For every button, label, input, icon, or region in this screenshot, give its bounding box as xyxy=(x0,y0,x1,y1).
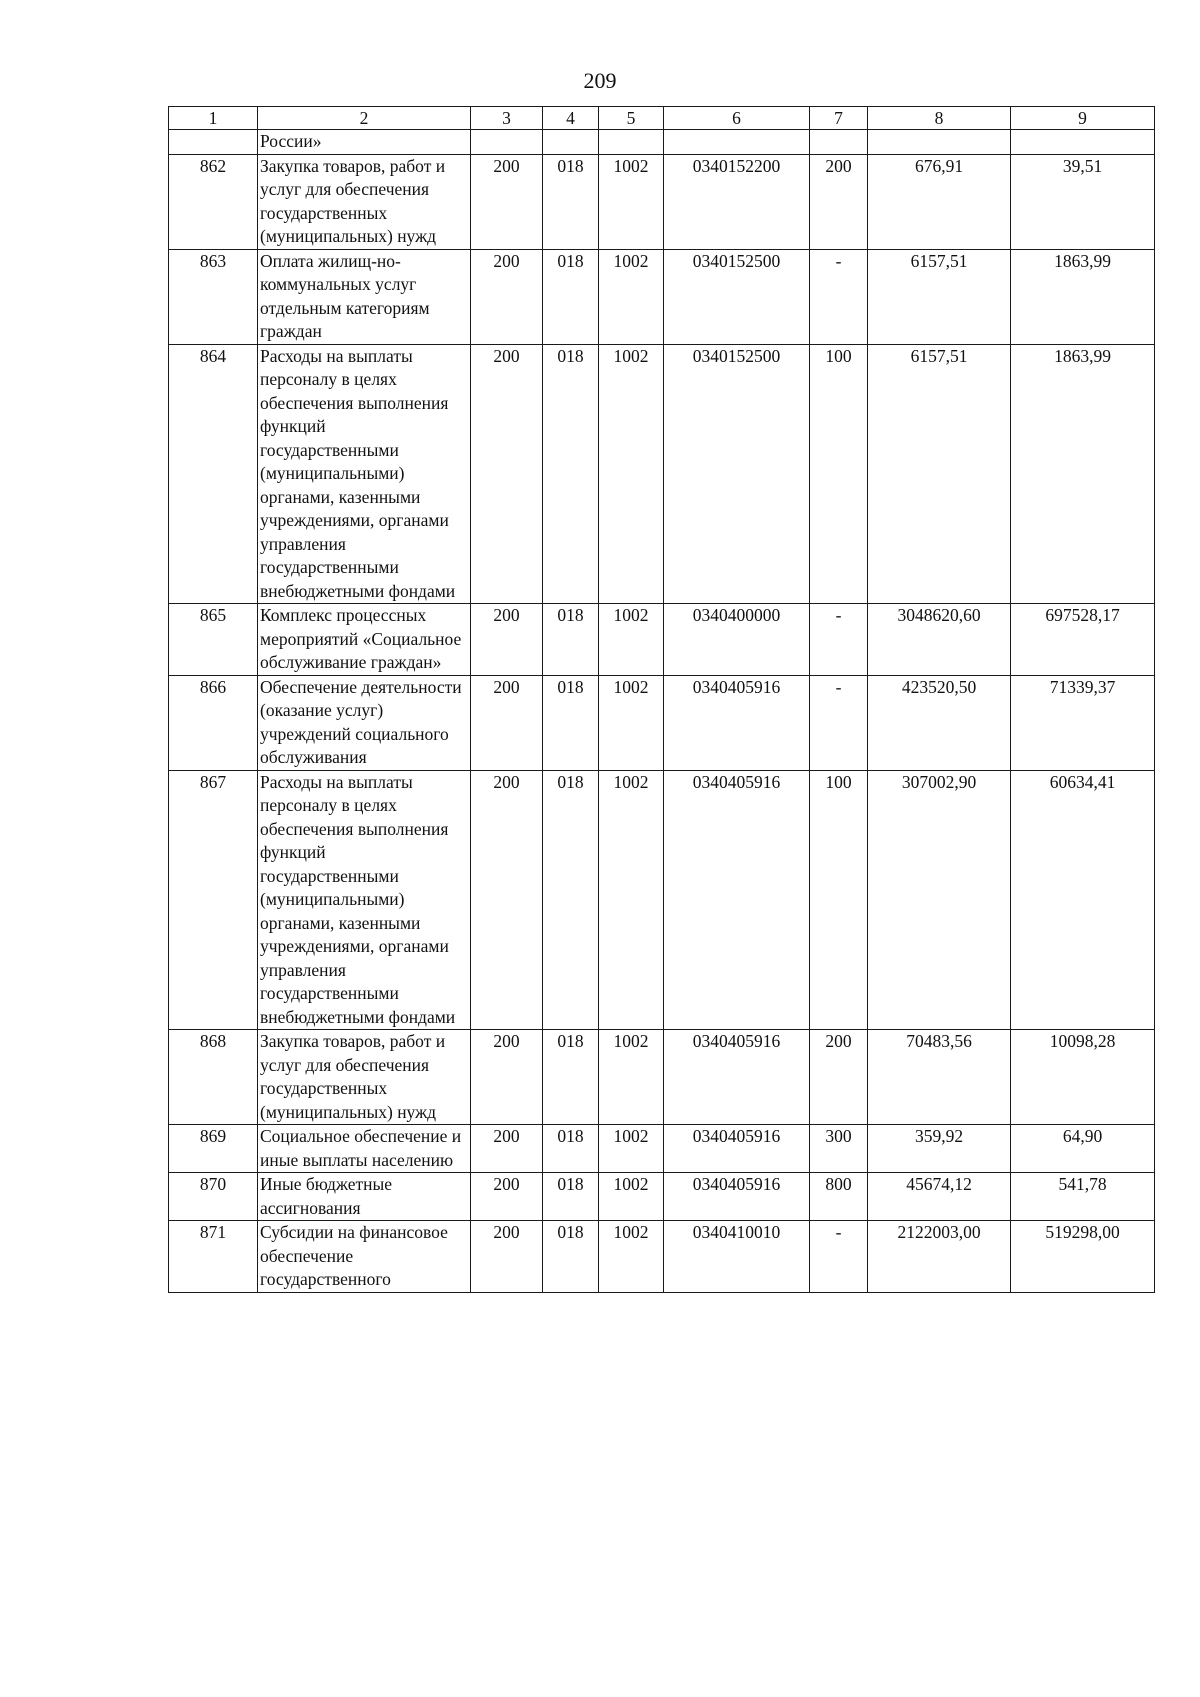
cell-col-7: 100 xyxy=(810,770,868,1030)
row-number: 870 xyxy=(169,1173,258,1221)
table-row xyxy=(169,1125,1155,1173)
cell-col-7: 100 xyxy=(810,344,868,604)
row-number: 864 xyxy=(169,344,258,604)
cell-col-8: 423520,50 xyxy=(868,675,1011,770)
cell-col-8 xyxy=(868,130,1011,155)
cell-col-5: 1002 xyxy=(599,344,664,604)
cell-col-6: 0340152200 xyxy=(664,154,810,249)
table-row xyxy=(169,1030,1155,1125)
cell-col-5: 1002 xyxy=(599,1125,664,1173)
row-number xyxy=(169,130,258,155)
budget-table xyxy=(168,106,1155,1293)
cell-col-6: 0340152500 xyxy=(664,249,810,344)
cell-col-8: 3048620,60 xyxy=(868,604,1011,676)
cell-col-6: 0340152500 xyxy=(664,344,810,604)
header-row xyxy=(169,107,1155,130)
header-col-5: 5 xyxy=(599,107,664,130)
cell-col-5: 1002 xyxy=(599,154,664,249)
cell-col-4: 018 xyxy=(543,1221,599,1293)
row-number: 871 xyxy=(169,1221,258,1293)
row-name: Обеспечение деятельности (оказание услуг) учреждений социального обслуживания xyxy=(258,675,471,770)
cell-col-4: 018 xyxy=(543,1030,599,1125)
cell-col-3: 200 xyxy=(471,249,543,344)
cell-col-9: 39,51 xyxy=(1011,154,1155,249)
row-number: 865 xyxy=(169,604,258,676)
row-number: 866 xyxy=(169,675,258,770)
cell-col-4: 018 xyxy=(543,1125,599,1173)
cell-col-6: 0340405916 xyxy=(664,770,810,1030)
header-col-4: 4 xyxy=(543,107,599,130)
cell-col-7: - xyxy=(810,1221,868,1293)
cell-col-7: 200 xyxy=(810,154,868,249)
table-row xyxy=(169,249,1155,344)
cell-col-5: 1002 xyxy=(599,1030,664,1125)
cell-col-3: 200 xyxy=(471,1030,543,1125)
cell-col-8: 6157,51 xyxy=(868,249,1011,344)
header-col-6: 6 xyxy=(664,107,810,130)
cell-col-9: 1863,99 xyxy=(1011,249,1155,344)
cell-col-3: 200 xyxy=(471,1173,543,1221)
header-col-1: 1 xyxy=(169,107,258,130)
cell-col-8: 359,92 xyxy=(868,1125,1011,1173)
table-row xyxy=(169,770,1155,1030)
cell-col-6: 0340400000 xyxy=(664,604,810,676)
cell-col-8: 45674,12 xyxy=(868,1173,1011,1221)
row-name: Расходы на выплаты персоналу в целях обеспечения выполнения функций государственными (муниципальными) органами, казенными учреждениями, органами управления государственными внебюджетными фондами xyxy=(258,344,471,604)
cell-col-4: 018 xyxy=(543,770,599,1030)
cell-col-5: 1002 xyxy=(599,1221,664,1293)
table-row xyxy=(169,675,1155,770)
cell-col-6: 0340405916 xyxy=(664,675,810,770)
cell-col-3: 200 xyxy=(471,770,543,1030)
page-number: 209 xyxy=(583,68,617,93)
cell-col-3: 200 xyxy=(471,604,543,676)
cell-col-9: 64,90 xyxy=(1011,1125,1155,1173)
cell-col-8: 70483,56 xyxy=(868,1030,1011,1125)
cell-col-9: 541,78 xyxy=(1011,1173,1155,1221)
cell-col-9 xyxy=(1011,130,1155,155)
cell-col-3: 200 xyxy=(471,1221,543,1293)
table-row xyxy=(169,604,1155,676)
header-col-3: 3 xyxy=(471,107,543,130)
row-number: 863 xyxy=(169,249,258,344)
cell-col-3: 200 xyxy=(471,344,543,604)
cell-col-4: 018 xyxy=(543,1173,599,1221)
row-name: Комплекс процессных мероприятий «Социальное обслуживание граждан» xyxy=(258,604,471,676)
cell-col-4: 018 xyxy=(543,604,599,676)
cell-col-6: 0340405916 xyxy=(664,1173,810,1221)
table-row xyxy=(169,344,1155,604)
header-col-8: 8 xyxy=(868,107,1011,130)
cell-col-7: - xyxy=(810,675,868,770)
cell-col-5: 1002 xyxy=(599,675,664,770)
table-row xyxy=(169,154,1155,249)
row-number: 867 xyxy=(169,770,258,1030)
cell-col-3: 200 xyxy=(471,1125,543,1173)
cell-col-8: 676,91 xyxy=(868,154,1011,249)
cell-col-4: 018 xyxy=(543,344,599,604)
row-name: Субсидии на финансовое обеспечение государственного xyxy=(258,1221,471,1293)
header-col-9: 9 xyxy=(1011,107,1155,130)
cell-col-9: 1863,99 xyxy=(1011,344,1155,604)
row-number: 862 xyxy=(169,154,258,249)
cell-col-8: 6157,51 xyxy=(868,344,1011,604)
cell-col-9: 519298,00 xyxy=(1011,1221,1155,1293)
cell-col-9: 697528,17 xyxy=(1011,604,1155,676)
cell-col-5 xyxy=(599,130,664,155)
cell-col-5: 1002 xyxy=(599,1173,664,1221)
cell-col-6: 0340405916 xyxy=(664,1030,810,1125)
row-name: Оплата жилищ-но-коммунальных услуг отдельным категориям граждан xyxy=(258,249,471,344)
cell-col-7: 300 xyxy=(810,1125,868,1173)
table-row xyxy=(169,130,1155,155)
cell-col-7: 200 xyxy=(810,1030,868,1125)
cell-col-7: - xyxy=(810,604,868,676)
cell-col-9: 60634,41 xyxy=(1011,770,1155,1030)
cell-col-3 xyxy=(471,130,543,155)
cell-col-8: 307002,90 xyxy=(868,770,1011,1030)
row-name: Закупка товаров, работ и услуг для обеспечения государственных (муниципальных) нужд xyxy=(258,1030,471,1125)
cell-col-3: 200 xyxy=(471,675,543,770)
cell-col-9: 71339,37 xyxy=(1011,675,1155,770)
header-col-7: 7 xyxy=(810,107,868,130)
cell-col-4: 018 xyxy=(543,249,599,344)
cell-col-3: 200 xyxy=(471,154,543,249)
cell-col-4: 018 xyxy=(543,154,599,249)
cell-col-7: - xyxy=(810,249,868,344)
cell-col-6 xyxy=(664,130,810,155)
cell-col-6: 0340405916 xyxy=(664,1125,810,1173)
row-number: 869 xyxy=(169,1125,258,1173)
cell-col-7: 800 xyxy=(810,1173,868,1221)
row-name: Социальное обеспечение и иные выплаты населению xyxy=(258,1125,471,1173)
row-name: Иные бюджетные ассигнования xyxy=(258,1173,471,1221)
row-name: Закупка товаров, работ и услуг для обеспечения государственных (муниципальных) нужд xyxy=(258,154,471,249)
cell-col-5: 1002 xyxy=(599,604,664,676)
table-row xyxy=(169,1173,1155,1221)
cell-col-8: 2122003,00 xyxy=(868,1221,1011,1293)
cell-col-5: 1002 xyxy=(599,249,664,344)
row-number: 868 xyxy=(169,1030,258,1125)
row-name: Расходы на выплаты персоналу в целях обеспечения выполнения функций государственными (муниципальными) органами, казенными учреждениями, органами управления государственными внебюджетными фондами xyxy=(258,770,471,1030)
table-row xyxy=(169,1221,1155,1293)
cell-col-5: 1002 xyxy=(599,770,664,1030)
cell-col-9: 10098,28 xyxy=(1011,1030,1155,1125)
cell-col-4 xyxy=(543,130,599,155)
header-col-2: 2 xyxy=(258,107,471,130)
cell-col-6: 0340410010 xyxy=(664,1221,810,1293)
cell-col-7 xyxy=(810,130,868,155)
row-name: России» xyxy=(258,130,471,155)
cell-col-4: 018 xyxy=(543,675,599,770)
